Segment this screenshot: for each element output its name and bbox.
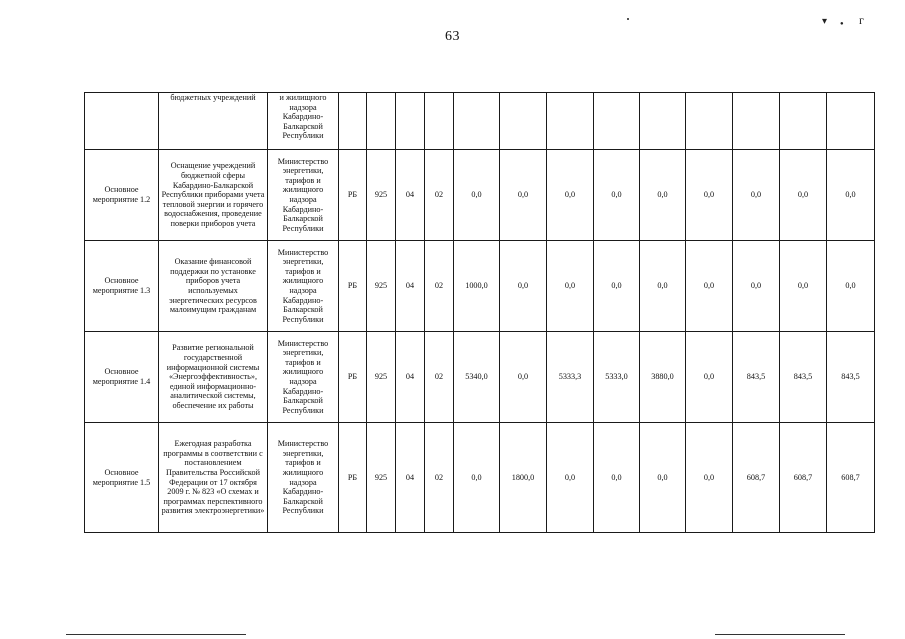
value-cell: 0,0 — [547, 241, 594, 332]
source-cell: РБ — [339, 150, 367, 241]
value-cell: 1000,0 — [454, 241, 500, 332]
value-cell: 0,0 — [454, 423, 500, 533]
activity-name-cell: Оказание финансовой поддержки по установке приборов учета используемых энергетических ресурсов малоимущим гражданам — [159, 241, 268, 332]
value-cell: 0,0 — [594, 150, 640, 241]
rz-cell: 04 — [396, 241, 425, 332]
activity-name-cell: бюджетных учреждений — [159, 93, 268, 150]
value-cell — [827, 93, 875, 150]
status-cell: Основное мероприятие 1.2 — [85, 150, 159, 241]
value-cell: 608,7 — [780, 423, 827, 533]
pr-cell: 02 — [425, 241, 454, 332]
source-cell — [339, 93, 367, 150]
value-cell: 0,0 — [686, 423, 733, 533]
value-cell: 0,0 — [500, 150, 547, 241]
value-cell: 843,5 — [733, 332, 780, 423]
table-row — [85, 423, 875, 533]
value-cell: 0,0 — [827, 150, 875, 241]
scan-artifact-mark: ᴦ — [859, 13, 864, 27]
grbs-cell: 925 — [367, 241, 396, 332]
source-cell: РБ — [339, 241, 367, 332]
value-cell: 843,5 — [827, 332, 875, 423]
value-cell: 5333,3 — [547, 332, 594, 423]
scan-artifact-line — [66, 634, 246, 635]
status-cell: Основное мероприятие 1.5 — [85, 423, 159, 533]
source-cell: РБ — [339, 423, 367, 533]
pr-cell — [425, 93, 454, 150]
executor-cell: Министерство энергетики, тарифов и жилищного надзора Кабардино-Балкарской Республики — [268, 332, 339, 423]
scan-artifact-dot — [627, 18, 629, 20]
value-cell: 0,0 — [640, 150, 686, 241]
value-cell: 0,0 — [640, 423, 686, 533]
rz-cell: 04 — [396, 332, 425, 423]
table-row — [85, 332, 875, 423]
value-cell — [547, 93, 594, 150]
value-cell — [500, 93, 547, 150]
pr-cell: 02 — [425, 332, 454, 423]
activity-name-cell: Развитие региональной государственной информационной системы «Энергоэффективность», единой информационно-аналитической системы, обеспечение их работы — [159, 332, 268, 423]
scan-artifact-mark: ● — [840, 21, 844, 27]
value-cell: 0,0 — [547, 150, 594, 241]
budget-table — [84, 92, 875, 533]
value-cell: 0,0 — [686, 332, 733, 423]
value-cell: 0,0 — [733, 150, 780, 241]
scan-artifact-mark: ▾ — [822, 16, 828, 27]
rz-cell: 04 — [396, 423, 425, 533]
activity-name-cell: Оснащение учреждений бюджетной сферы Кабардино-Балкарской Республики приборами учета тепловой энергии и горячего водоснабжения, проведение поверки приборов учета — [159, 150, 268, 241]
table-row — [85, 93, 875, 150]
value-cell: 0,0 — [686, 241, 733, 332]
table-row — [85, 150, 875, 241]
value-cell: 1800,0 — [500, 423, 547, 533]
value-cell: 0,0 — [780, 150, 827, 241]
value-cell — [640, 93, 686, 150]
value-cell: 5340,0 — [454, 332, 500, 423]
status-cell: Основное мероприятие 1.3 — [85, 241, 159, 332]
rz-cell: 04 — [396, 150, 425, 241]
value-cell: 0,0 — [594, 241, 640, 332]
grbs-cell — [367, 93, 396, 150]
value-cell — [686, 93, 733, 150]
value-cell: 608,7 — [733, 423, 780, 533]
value-cell: 0,0 — [500, 332, 547, 423]
rz-cell — [396, 93, 425, 150]
source-cell: РБ — [339, 332, 367, 423]
executor-cell: Министерство энергетики, тарифов и жилищного надзора Кабардино-Балкарской Республики — [268, 150, 339, 241]
value-cell: 0,0 — [547, 423, 594, 533]
value-cell — [780, 93, 827, 150]
value-cell: 843,5 — [780, 332, 827, 423]
value-cell: 0,0 — [594, 423, 640, 533]
pr-cell: 02 — [425, 423, 454, 533]
value-cell — [733, 93, 780, 150]
value-cell — [454, 93, 500, 150]
scan-artifact-line — [715, 634, 845, 635]
grbs-cell: 925 — [367, 332, 396, 423]
value-cell — [594, 93, 640, 150]
value-cell: 0,0 — [733, 241, 780, 332]
value-cell: 3880,0 — [640, 332, 686, 423]
value-cell: 0,0 — [686, 150, 733, 241]
status-cell: Основное мероприятие 1.4 — [85, 332, 159, 423]
value-cell: 0,0 — [640, 241, 686, 332]
status-cell — [85, 93, 159, 150]
executor-cell: и жилищного надзора Кабардино-Балкарской Республики — [268, 93, 339, 150]
pr-cell: 02 — [425, 150, 454, 241]
value-cell: 0,0 — [827, 241, 875, 332]
activity-name-cell: Ежегодная разработка программы в соответствии с постановлением Правительства Российской Федерации от 17 октября 2009 г. № 823 «О схемах и программах перспективного развития электроэнергетики» — [159, 423, 268, 533]
grbs-cell: 925 — [367, 150, 396, 241]
executor-cell: Министерство энергетики, тарифов и жилищного надзора Кабардино-Балкарской Республики — [268, 241, 339, 332]
grbs-cell: 925 — [367, 423, 396, 533]
value-cell: 0,0 — [454, 150, 500, 241]
value-cell: 5333,0 — [594, 332, 640, 423]
page-number: 63 — [445, 29, 460, 44]
table-row — [85, 241, 875, 332]
value-cell: 608,7 — [827, 423, 875, 533]
executor-cell: Министерство энергетики, тарифов и жилищного надзора Кабардино-Балкарской Республики — [268, 423, 339, 533]
value-cell: 0,0 — [780, 241, 827, 332]
value-cell: 0,0 — [500, 241, 547, 332]
